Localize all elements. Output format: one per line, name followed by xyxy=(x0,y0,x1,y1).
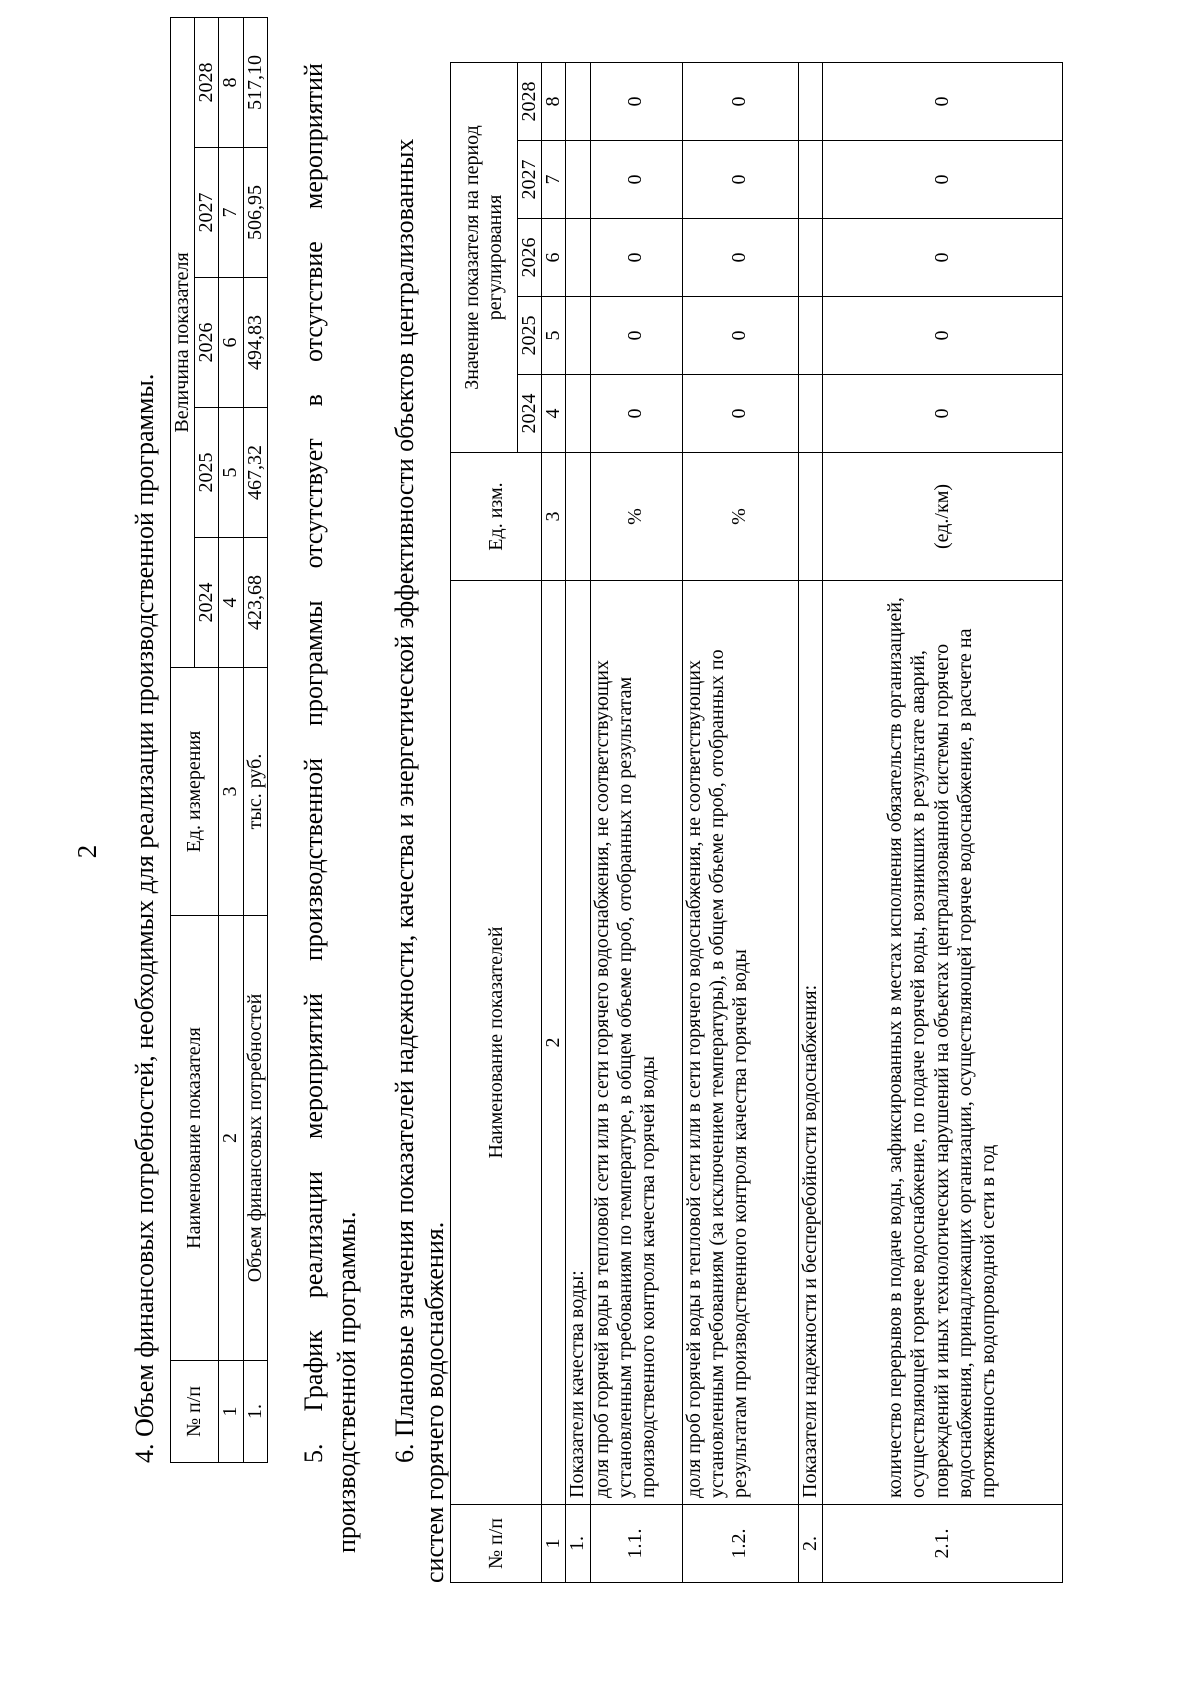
row-value: 0 xyxy=(822,62,1062,140)
financial-needs-table xyxy=(170,17,268,1463)
section5-line2: производственной программы. xyxy=(331,1211,361,1553)
index-row xyxy=(219,17,243,1462)
row-value: 0 xyxy=(590,141,682,219)
header-year: 2025 xyxy=(518,297,542,375)
index-cell: 2 xyxy=(219,916,243,1361)
row-num: 2.1. xyxy=(822,1505,1062,1583)
section6-heading-line2: систем горячего водоснабжения. xyxy=(420,1221,449,1583)
row-value: 0 xyxy=(590,219,682,297)
header-year: 2024 xyxy=(195,538,219,668)
group-title: Показатели надежности и бесперебойности водоснабжения: xyxy=(798,581,822,1505)
index-cell: 6 xyxy=(219,278,243,408)
row-value: 0 xyxy=(590,375,682,453)
header-value-group: Величина показателя xyxy=(171,17,195,667)
row-unit: тыс. руб. xyxy=(243,668,267,916)
section4-heading: 4. Объем финансовых потребностей, необходимых для реализации производственной программы. xyxy=(130,373,159,1463)
header-value-group: Значение показателя на период регулирования xyxy=(451,62,518,452)
section5-word: программы xyxy=(299,600,328,726)
index-cell: 7 xyxy=(542,141,566,219)
row-name: Объем финансовых потребностей xyxy=(243,916,267,1361)
index-cell: 3 xyxy=(542,453,566,581)
index-cell: 8 xyxy=(219,17,243,147)
table-row xyxy=(682,62,798,1582)
group-row xyxy=(566,62,590,1582)
index-cell: 5 xyxy=(542,297,566,375)
index-cell: 8 xyxy=(542,62,566,140)
row-value: 467,32 xyxy=(243,408,267,538)
index-row xyxy=(542,62,566,1582)
index-cell: 6 xyxy=(542,219,566,297)
index-cell: 4 xyxy=(542,375,566,453)
row-value: 0 xyxy=(682,62,798,140)
row-unit: (ед./км) xyxy=(822,453,1062,581)
row-value: 0 xyxy=(822,297,1062,375)
header-year: 2028 xyxy=(518,62,542,140)
row-name: доля проб горячей воды в тепловой сети или в сети горячего водоснабжения, не соответствующих установленным требованиям по температуре, в общем объеме проб, отобранных по результатам производственного контроля качества горячей воды xyxy=(590,581,682,1505)
table-row xyxy=(822,62,1062,1582)
row-value: 0 xyxy=(822,219,1062,297)
index-cell: 7 xyxy=(219,148,243,278)
section5-word: реализации xyxy=(299,1171,328,1299)
row-value: 494,83 xyxy=(243,278,267,408)
page-number: 2 xyxy=(72,844,102,859)
row-unit: % xyxy=(682,453,798,581)
header-name: Наименование показателей xyxy=(451,581,542,1505)
header-year: 2028 xyxy=(195,17,219,147)
index-cell: 4 xyxy=(219,538,243,668)
header-year: 2027 xyxy=(195,148,219,278)
row-num: 1.1. xyxy=(590,1505,682,1583)
group-row xyxy=(798,62,822,1582)
table-row xyxy=(590,62,682,1582)
section5-word: отсутствие xyxy=(299,241,328,362)
index-cell: 1 xyxy=(219,1361,243,1463)
header-unit: Ед. измерения xyxy=(171,668,219,916)
header-year: 2027 xyxy=(518,141,542,219)
section6-heading-line1: 6. Плановые значения показателей надежности, качества и энергетической эффективности объектов централизованных xyxy=(390,138,419,1463)
indicators-table xyxy=(450,62,1063,1583)
row-value: 0 xyxy=(682,141,798,219)
section5-word: в xyxy=(299,394,328,407)
row-value: 0 xyxy=(822,141,1062,219)
row-name: доля проб горячей воды в тепловой сети или в сети горячего водоснабжения, не соответствующих установленным требованиям (за исключением температуры), в общем объеме проб, отобранных по результатам производственного контроля качества горячей воды xyxy=(682,581,798,1505)
row-value: 517,10 xyxy=(243,17,267,147)
header-year: 2026 xyxy=(195,278,219,408)
group-title: Показатели качества воды: xyxy=(566,581,590,1505)
row-value: 0 xyxy=(682,297,798,375)
index-cell: 2 xyxy=(542,581,566,1505)
index-cell: 1 xyxy=(542,1505,566,1583)
header-num: № п/п xyxy=(451,1505,542,1583)
header-year: 2026 xyxy=(518,219,542,297)
header-year: 2025 xyxy=(195,408,219,538)
row-value: 423,68 xyxy=(243,538,267,668)
section5-word: 5. xyxy=(299,1443,328,1463)
header-unit: Ед. изм. xyxy=(451,453,542,581)
index-cell: 3 xyxy=(219,668,243,916)
index-cell: 5 xyxy=(219,408,243,538)
section5-word: График xyxy=(299,1330,328,1412)
table-row xyxy=(243,17,267,1462)
row-num: 1.2. xyxy=(682,1505,798,1583)
row-value: 506,95 xyxy=(243,148,267,278)
row-value: 0 xyxy=(682,375,798,453)
row-name: количество перерывов в подаче воды, зафиксированных в местах исполнения обязательств организацией, осуществляющей горячее водоснабжение, по подаче горячей воды, возникших в результате аварий, повреждений и иных технологических нарушений на объектах централизованной системы горячего водоснабжения, принадлежащих организации, осуществляющей горячее водоснабжение, в расчете на протяженность водопроводной сети в год xyxy=(822,581,1062,1505)
row-value: 0 xyxy=(590,297,682,375)
row-unit: % xyxy=(590,453,682,581)
header-year: 2024 xyxy=(518,375,542,453)
row-num: 2. xyxy=(798,1505,822,1583)
section5-paragraph xyxy=(298,63,364,1553)
section5-word: отсутствует xyxy=(299,438,328,569)
header-num: № п/п xyxy=(171,1361,219,1463)
row-value: 0 xyxy=(682,219,798,297)
section5-word: мероприятий xyxy=(299,63,328,210)
section5-word: производственной xyxy=(299,757,328,961)
row-num: 1. xyxy=(243,1361,267,1463)
section5-line1 xyxy=(298,63,331,1463)
row-value: 0 xyxy=(590,62,682,140)
row-value: 0 xyxy=(822,375,1062,453)
row-num: 1. xyxy=(566,1505,590,1583)
header-name: Наименование показателя xyxy=(171,916,219,1361)
section5-word: мероприятий xyxy=(299,993,328,1139)
